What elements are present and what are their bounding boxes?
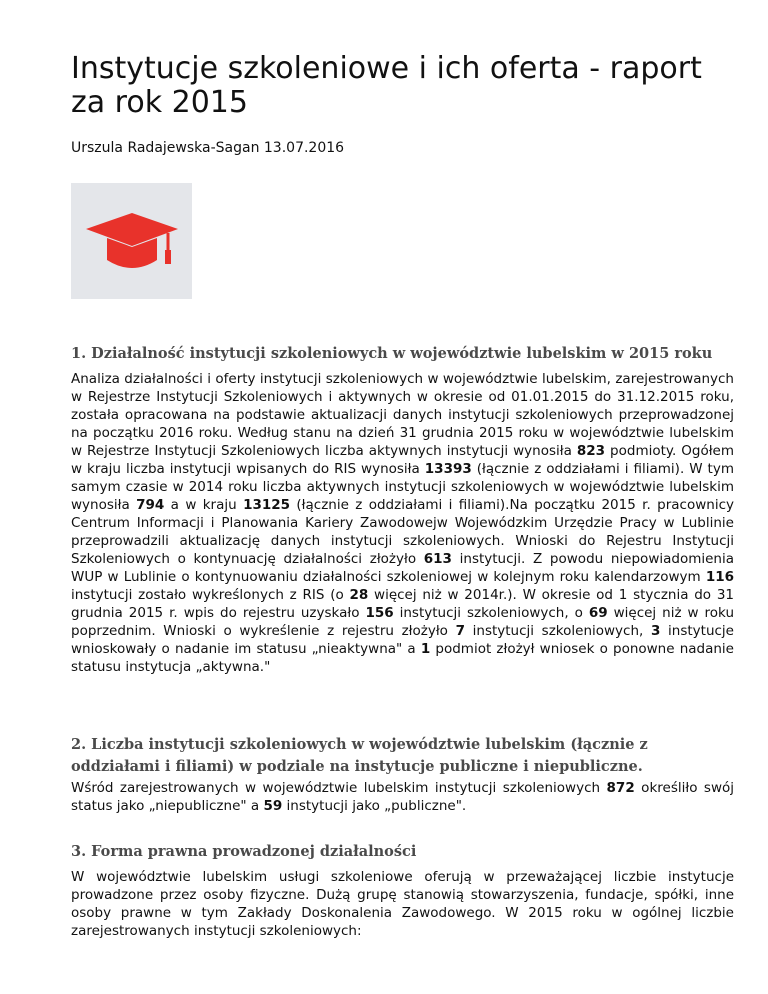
section-2-paragraph: Wśród zarejestrowanych w województwie lubelskim instytucji szkoleniowych 872 określiło swój status jako „niepubliczne" a 59 instytucji jako „publiczne".: [71, 780, 734, 814]
graduation-cap-icon: [71, 183, 192, 299]
section-3-heading: 3. Forma prawna prowadzonej działalności: [71, 843, 417, 860]
section-1-heading: 1. Działalność instytucji szkoleniowych w województwie lubelskim w 2015 roku: [71, 345, 713, 362]
author-date-line: Urszula Radajewska-Sagan 13.07.2016: [71, 140, 345, 156]
logo-image: [71, 183, 192, 299]
section-1-paragraph: Analiza działalności i oferty instytucji szkoleniowych w województwie lubelskim, zarejestrowanych w Rejestrze Instytucji Szkoleniowych i aktywnych w okresie od 01.01.2015 do 31.12.2015 roku, została opracowana na podstawie aktualizacji danych instytucji szkoleniowych przeprowadzonej na początku 2016 roku. Według stanu na dzień 31 grudnia 2015 roku w województwie lubelskim w Rejestrze Instytucji Szkoleniowych liczba aktywnych instytucji wynosiła 823 podmioty. Ogółem w kraju liczba instytucji wpisanych do RIS wynosiła 13393 (łącznie z oddziałami i filiami). W tym samym czasie w 2014 roku liczba aktywnych instytucji szkoleniowych w województwie lubelskim wynosiła 794 a w kraju 13125 (łącznie z oddziałami i filiami).Na początku 2015 r. pracownicy Centrum Informacji i Planowania Kariery Zawodowejw Wojewódzkim Urzędzie Pracy w Lublinie przeprowadzili aktualizację danych instytucji szkoleniowych. Wnioski do Rejestru Instytucji Szkoleniowych o kontynuację działalności złożyło 613 instytucji. Z powodu niepowiadomienia WUP w Lublinie o kontynuowaniu działalności szkoleniowej w kolejnym roku kalendarzowym 116 instytucji zostało wykreślonych z RIS (o 28 więcej niż w 2014r.). W okresie od 1 stycznia do 31 grudnia 2015 r. wpis do rejestru uzyskało 156 instytucji szkoleniowych, o 69 więcej niż w roku poprzednim. Wnioski o wykreślenie z rejestru złożyło 7 instytucji szkoleniowych, 3 instytucje wnioskowały o nadanie im statusu „nieaktywna" a 1 podmiot złożył wniosek o ponowne nadanie statusu instytucja „aktywna.": [71, 371, 735, 675]
section-3-paragraph: W województwie lubelskim usługi szkoleniowe oferują w przeważającej liczbie instytucje prowadzone przez osoby fizyczne. Dużą grupę stanowią stowarzyszenia, fundacje, spółki, inne osoby prawne w tym Zakłady Doskonalenia Zawodowego. W 2015 roku w ogólnej liczbie zarejestrowanych instytucji szkoleniowych:: [71, 869, 734, 939]
section-2-heading: 2. Liczba instytucji szkoleniowych w województwie lubelskim (łącznie z oddziałami i filiami) w podziale na instytucje publiczne i niepubliczne.: [71, 736, 648, 775]
page-title: Instytucje szkoleniowe i ich oferta - raport za rok 2015: [71, 51, 702, 120]
